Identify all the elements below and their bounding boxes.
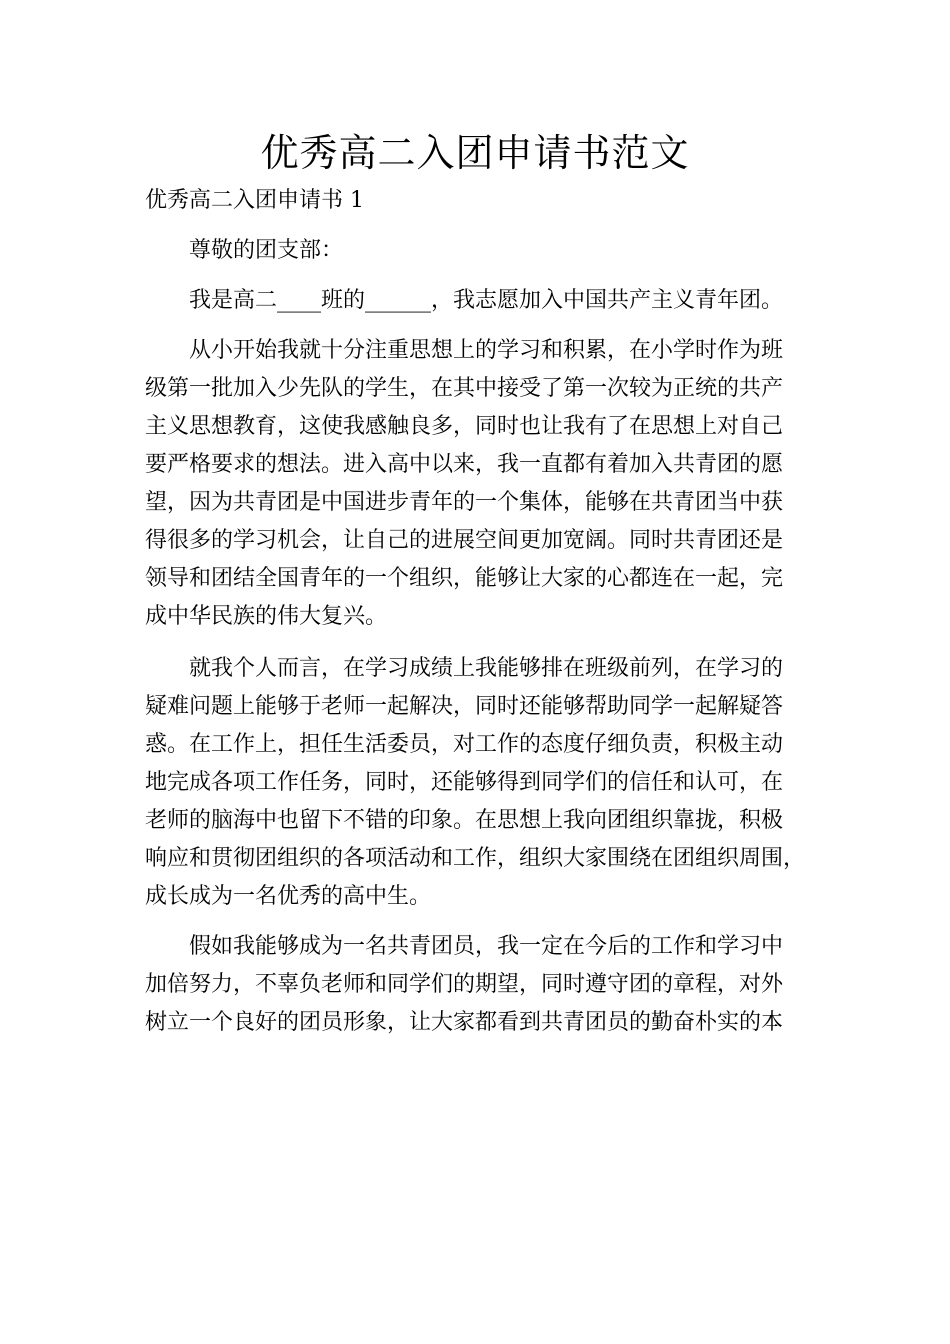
paragraph-1 bbox=[145, 332, 825, 636]
paragraph-line: 就我个人而言，在学习成绩上我能够排在班级前列，在学习的 bbox=[189, 656, 784, 681]
document-title: 优秀高二入团申请书范文 bbox=[260, 131, 690, 175]
paragraph-2 bbox=[145, 650, 825, 916]
paragraph-line: 疑难问题上能够于老师一起解决，同时还能够帮助同学一起解疑答 bbox=[145, 694, 784, 719]
paragraph-line: 树立一个良好的团员形象，让大家都看到共青团员的勤奋朴实的本 bbox=[145, 1010, 784, 1035]
paragraph-line: 惑。在工作上，担任生活委员，对工作的态度仔细负责，积极主动 bbox=[145, 732, 784, 757]
paragraph-line: 要严格要求的想法。进入高中以来，我一直都有着加入共青团的愿 bbox=[145, 452, 784, 477]
paragraph-line: 得很多的学习机会，让自己的进展空间更加宽阔。同时共青团还是 bbox=[145, 528, 784, 553]
paragraph-line: 响应和贯彻团组织的各项活动和工作，组织大家围绕在团组织周围， bbox=[145, 846, 806, 871]
paragraph-line: 加倍努力，不辜负老师和同学们的期望，同时遵守团的章程，对外 bbox=[145, 972, 784, 997]
paragraph-line: 成中华民族的伟大复兴。 bbox=[145, 604, 388, 629]
paragraph-line: 级第一批加入少先队的学生，在其中接受了第一次较为正统的共产 bbox=[145, 376, 784, 401]
paragraph-line: 老师的脑海中也留下不错的印象。在思想上我向团组织靠拢，积极 bbox=[145, 808, 784, 833]
paragraph-line: 假如我能够成为一名共青团员，我一定在今后的工作和学习中 bbox=[189, 934, 784, 959]
paragraph-line: 望，因为共青团是中国进步青年的一个集体，能够在共青团当中获 bbox=[145, 490, 784, 515]
paragraph-line: 地完成各项工作任务，同时，还能够得到同学们的信任和认可，在 bbox=[145, 770, 784, 795]
intro-line: 我是高二____班的______，我志愿加入中国共产主义青年团。 bbox=[189, 288, 784, 313]
paragraph-line: 从小开始我就十分注重思想上的学习和积累，在小学时作为班 bbox=[189, 338, 784, 363]
section-heading: 优秀高二入团申请书 1 bbox=[145, 188, 364, 213]
paragraph-line: 主义思想教育，这使我感触良多，同时也让我有了在思想上对自己 bbox=[145, 414, 784, 439]
document-body bbox=[145, 182, 825, 1042]
paragraph-line: 领导和团结全国青年的一个组织，能够让大家的心都连在一起，完 bbox=[145, 566, 784, 591]
salutation: 尊敬的团支部： bbox=[189, 238, 344, 263]
paragraph-3 bbox=[145, 928, 825, 1042]
paragraph-line: 成长成为一名优秀的高中生。 bbox=[145, 884, 432, 909]
